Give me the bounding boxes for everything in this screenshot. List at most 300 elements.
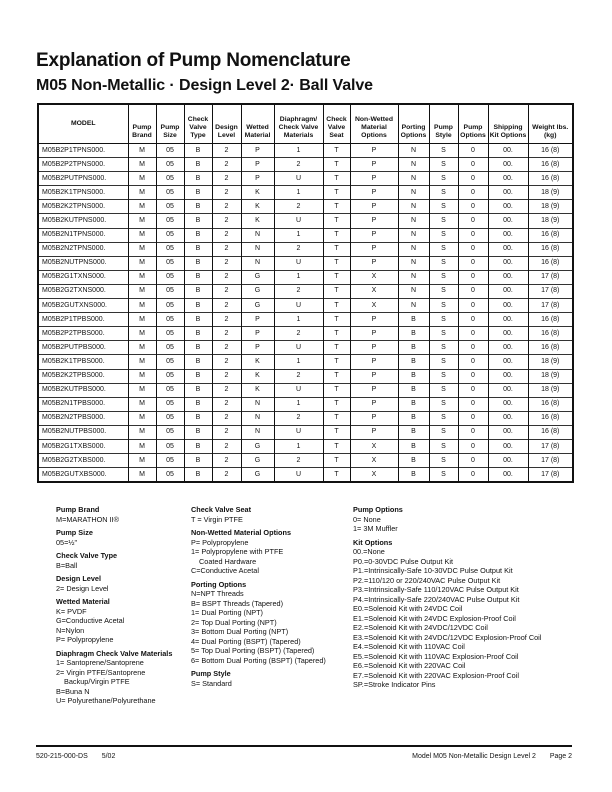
table-cell: M — [128, 369, 156, 383]
table-cell: 17 (8) — [528, 270, 573, 284]
table-cell: 05 — [156, 355, 184, 369]
table-cell: 2 — [212, 200, 241, 214]
column-header: Pump Brand — [128, 104, 156, 144]
table-cell: M — [128, 158, 156, 172]
legend-item: C=Conductive Acetal — [191, 566, 259, 575]
table-cell: U — [274, 425, 323, 439]
table-cell: G — [241, 454, 274, 468]
table-cell: G — [241, 299, 274, 313]
table-cell: 0 — [458, 439, 488, 453]
legend-item: P4.=Intrinsically-Safe 220/240VAC Pulse Output Kit — [353, 594, 520, 604]
table-cell: 0 — [458, 341, 488, 355]
column-header: Non-Wetted Material Options — [350, 104, 398, 144]
table-cell: N — [398, 284, 429, 298]
legend-item: E2.=Solenoid Kit with 24VDC/12VDC Coil — [353, 623, 488, 632]
table-cell: T — [323, 425, 350, 439]
table-cell: 18 (9) — [528, 186, 573, 200]
table-cell: 17 (8) — [528, 299, 573, 313]
table-cell: 00. — [488, 341, 528, 355]
table-cell: T — [323, 411, 350, 425]
table-cell: T — [323, 341, 350, 355]
legend-item: E3.=Solenoid Kit with 24VDC/12VDC Explosion-Proof Coil — [353, 632, 542, 642]
table-cell: T — [323, 299, 350, 313]
table-cell: M — [128, 383, 156, 397]
legend-heading: Design Level — [56, 574, 102, 583]
table-cell: P — [350, 214, 398, 228]
legend-item: Backup/Virgin PTFE — [64, 677, 130, 686]
table-row — [38, 186, 573, 200]
legend-column-2 — [191, 505, 351, 688]
table-cell: 00. — [488, 439, 528, 453]
model-cell: M05B2NUTPBS000. — [38, 425, 128, 439]
legend-heading: Porting Options — [191, 579, 247, 589]
table-cell: P — [241, 313, 274, 327]
legend-item: B=Buna N — [56, 686, 90, 696]
table-cell: 05 — [156, 439, 184, 453]
table-cell: 00. — [488, 383, 528, 397]
table-cell: U — [274, 214, 323, 228]
table-row — [38, 270, 573, 284]
table-cell: X — [350, 454, 398, 468]
table-row — [38, 468, 573, 483]
table-cell: S — [429, 270, 458, 284]
table-cell: B — [184, 369, 212, 383]
table-cell: 18 (9) — [528, 214, 573, 228]
table-cell: N — [398, 242, 429, 256]
table-cell: 2 — [212, 425, 241, 439]
table-cell: P — [350, 341, 398, 355]
table-cell: B — [398, 341, 429, 355]
column-header: Check Valve Type — [184, 104, 212, 144]
legend-heading: Pump Style — [191, 669, 231, 678]
table-cell: M — [128, 454, 156, 468]
legend-item: E5.=Solenoid Kit with 110VAC Explosion-Proof Coil — [353, 651, 519, 661]
table-cell: 0 — [458, 313, 488, 327]
table-cell: S — [429, 242, 458, 256]
table-cell: M — [128, 200, 156, 214]
table-cell: 2 — [212, 158, 241, 172]
table-cell: M — [128, 256, 156, 270]
table-cell: 2 — [212, 355, 241, 369]
legend-item: P3.=Intrinsically-Safe 110/120VAC Pulse Output Kit — [353, 585, 519, 594]
table-cell: S — [429, 425, 458, 439]
model-cell: M05B2PUTPNS000. — [38, 172, 128, 186]
table-cell: S — [429, 397, 458, 411]
table-cell: P — [350, 228, 398, 242]
table-cell: 00. — [488, 172, 528, 186]
table-cell: B — [398, 383, 429, 397]
table-cell: T — [323, 284, 350, 298]
model-cell: M05B2G2TXBS000. — [38, 454, 128, 468]
table-cell: B — [398, 454, 429, 468]
table-cell: 0 — [458, 454, 488, 468]
table-cell: B — [184, 256, 212, 270]
table-cell: S — [429, 369, 458, 383]
legend-item: K= PVDF — [56, 606, 87, 616]
table-cell: 0 — [458, 383, 488, 397]
table-cell: T — [323, 200, 350, 214]
column-header: Diaphragm/ Check Valve Materials — [274, 104, 323, 144]
table-cell: N — [398, 214, 429, 228]
table-cell: B — [184, 172, 212, 186]
table-cell: S — [429, 313, 458, 327]
table-cell: 05 — [156, 284, 184, 298]
table-cell: 0 — [458, 284, 488, 298]
model-cell: M05B2P1TPBS000. — [38, 313, 128, 327]
table-cell: 2 — [212, 327, 241, 341]
table-cell: X — [350, 439, 398, 453]
table-cell: 00. — [488, 313, 528, 327]
table-cell: P — [350, 256, 398, 270]
table-cell: M — [128, 313, 156, 327]
model-cell: M05B2N1TPNS000. — [38, 228, 128, 242]
table-cell: 2 — [274, 158, 323, 172]
table-cell: 05 — [156, 228, 184, 242]
column-header: Check Valve Seat — [323, 104, 350, 144]
table-cell: G — [241, 284, 274, 298]
table-cell: N — [398, 256, 429, 270]
legend-item: 3= Bottom Dual Porting (NPT) — [191, 627, 289, 636]
table-cell: S — [429, 454, 458, 468]
table-cell: 2 — [212, 369, 241, 383]
table-cell: 17 (8) — [528, 468, 573, 483]
table-cell: 05 — [156, 158, 184, 172]
table-cell: P — [350, 411, 398, 425]
table-cell: P — [350, 425, 398, 439]
table-cell: B — [184, 341, 212, 355]
column-header: Wetted Material — [241, 104, 274, 144]
legend-item: U= Polyurethane/Polyurethane — [56, 696, 156, 705]
table-cell: 2 — [274, 242, 323, 256]
table-cell: X — [350, 468, 398, 483]
table-cell: S — [429, 228, 458, 242]
table-cell: K — [241, 186, 274, 200]
table-row — [38, 439, 573, 453]
legend-item: E7.=Solenoid Kit with 220VAC Explosion-Proof Coil — [353, 670, 519, 680]
legend-item: 1= Dual Porting (NPT) — [191, 608, 263, 617]
table-cell: 2 — [212, 144, 241, 158]
table-cell: K — [241, 369, 274, 383]
table-cell: M — [128, 355, 156, 369]
table-cell: U — [274, 383, 323, 397]
table-cell: U — [274, 341, 323, 355]
table-cell: M — [128, 397, 156, 411]
nomenclature-table — [37, 103, 574, 483]
table-cell: N — [241, 228, 274, 242]
doc-number: 520-215-000-DS — [36, 753, 88, 760]
table-cell: P — [241, 158, 274, 172]
table-row — [38, 411, 573, 425]
table-cell: 05 — [156, 242, 184, 256]
column-header: Pump Size — [156, 104, 184, 144]
table-cell: 16 (8) — [528, 172, 573, 186]
table-row — [38, 313, 573, 327]
table-cell: 2 — [212, 313, 241, 327]
model-cell: M05B2N2TPNS000. — [38, 242, 128, 256]
model-cell: M05B2P2TPBS000. — [38, 327, 128, 341]
table-cell: P — [350, 313, 398, 327]
table-cell: 00. — [488, 355, 528, 369]
model-cell: M05B2P1TPNS000. — [38, 144, 128, 158]
table-cell: S — [429, 341, 458, 355]
table-cell: 00. — [488, 284, 528, 298]
table-cell: N — [398, 299, 429, 313]
legend-heading: Pump Brand — [56, 505, 100, 514]
legend-item: S= Standard — [191, 678, 232, 688]
legend-item: B=Ball — [56, 560, 78, 570]
column-header: Weight lbs. (kg) — [528, 104, 573, 144]
table-cell: B — [398, 439, 429, 453]
table-cell: U — [274, 256, 323, 270]
table-cell: B — [398, 313, 429, 327]
table-cell: T — [323, 468, 350, 483]
legend-item: M=MARATHON II® — [56, 514, 120, 524]
column-header: MODEL — [38, 104, 128, 144]
table-cell: B — [184, 383, 212, 397]
legend-item: E1.=Solenoid Kit with 24VDC Explosion-Proof Coil — [353, 613, 516, 623]
table-cell: B — [398, 327, 429, 341]
table-cell: S — [429, 200, 458, 214]
table-cell: 00. — [488, 214, 528, 228]
table-cell: 0 — [458, 369, 488, 383]
legend-item: P1.=Intrinsically-Safe 10-30VDC Pulse Output Kit — [353, 566, 513, 575]
footer-left — [36, 753, 127, 760]
table-row — [38, 242, 573, 256]
table-cell: U — [274, 468, 323, 483]
table-cell: K — [241, 383, 274, 397]
table-cell: 2 — [212, 242, 241, 256]
table-cell: B — [184, 284, 212, 298]
table-cell: 05 — [156, 383, 184, 397]
legend-item: T = Virgin PTFE — [191, 514, 243, 524]
table-cell: S — [429, 144, 458, 158]
table-cell: 2 — [212, 468, 241, 483]
table-cell: 18 (9) — [528, 369, 573, 383]
table-cell: 16 (8) — [528, 313, 573, 327]
table-cell: 00. — [488, 299, 528, 313]
table-cell: S — [429, 439, 458, 453]
table-cell: M — [128, 411, 156, 425]
table-cell: N — [398, 144, 429, 158]
table-cell: X — [350, 284, 398, 298]
table-cell: P — [350, 397, 398, 411]
legend-heading: Pump Options — [353, 505, 403, 514]
column-header: Shipping Kit Options — [488, 104, 528, 144]
table-cell: N — [241, 425, 274, 439]
table-cell: S — [429, 468, 458, 483]
table-cell: 18 (9) — [528, 200, 573, 214]
table-row — [38, 327, 573, 341]
table-cell: 2 — [212, 411, 241, 425]
table-cell: 0 — [458, 299, 488, 313]
table-cell: 00. — [488, 144, 528, 158]
table-cell: N — [398, 270, 429, 284]
table-cell: 0 — [458, 200, 488, 214]
table-cell: 17 (8) — [528, 284, 573, 298]
table-cell: N — [241, 242, 274, 256]
table-cell: 05 — [156, 256, 184, 270]
model-cell: M05B2KUTPNS000. — [38, 214, 128, 228]
legend-item: 4= Dual Porting (BSPT) (Tapered) — [191, 636, 301, 646]
table-cell: 00. — [488, 369, 528, 383]
table-cell: 2 — [274, 327, 323, 341]
table-cell: 17 (8) — [528, 454, 573, 468]
table-row — [38, 355, 573, 369]
table-cell: B — [184, 144, 212, 158]
table-row — [38, 172, 573, 186]
table-cell: P — [350, 369, 398, 383]
table-cell: 2 — [212, 256, 241, 270]
table-cell: N — [398, 158, 429, 172]
table-cell: 2 — [212, 299, 241, 313]
table-row — [38, 144, 573, 158]
table-cell: M — [128, 242, 156, 256]
table-cell: S — [429, 327, 458, 341]
table-cell: M — [128, 172, 156, 186]
table-cell: B — [184, 270, 212, 284]
table-cell: 05 — [156, 270, 184, 284]
table-cell: T — [323, 214, 350, 228]
table-row — [38, 299, 573, 313]
table-cell: B — [398, 425, 429, 439]
table-cell: 05 — [156, 299, 184, 313]
legend-item: 2= Design Level — [56, 583, 109, 593]
table-cell: 2 — [274, 454, 323, 468]
table-cell: 2 — [212, 214, 241, 228]
table-cell: 0 — [458, 355, 488, 369]
table-cell: B — [184, 242, 212, 256]
table-cell: N — [398, 228, 429, 242]
table-cell: B — [398, 411, 429, 425]
table-cell: M — [128, 439, 156, 453]
table-cell: 16 (8) — [528, 228, 573, 242]
table-cell: 00. — [488, 425, 528, 439]
table-cell: S — [429, 214, 458, 228]
table-cell: K — [241, 200, 274, 214]
model-cell: M05B2GUTXNS000. — [38, 299, 128, 313]
model-cell: M05B2GUTXBS000. — [38, 468, 128, 483]
table-cell: 00. — [488, 270, 528, 284]
table-cell: G — [241, 439, 274, 453]
table-cell: 05 — [156, 313, 184, 327]
table-cell: G — [241, 468, 274, 483]
table-cell: P — [350, 383, 398, 397]
table-cell: P — [241, 172, 274, 186]
table-cell: T — [323, 454, 350, 468]
table-cell: K — [241, 355, 274, 369]
table-cell: 05 — [156, 369, 184, 383]
table-cell: S — [429, 172, 458, 186]
legend-item: SP.=Stroke Indicator Pins — [353, 680, 436, 689]
table-cell: 05 — [156, 397, 184, 411]
table-cell: 2 — [212, 341, 241, 355]
table-cell: 16 (8) — [528, 397, 573, 411]
table-cell: T — [323, 313, 350, 327]
model-cell: M05B2K1TPNS000. — [38, 186, 128, 200]
table-cell: 2 — [212, 439, 241, 453]
table-cell: 00. — [488, 200, 528, 214]
table-cell: M — [128, 228, 156, 242]
table-cell: 0 — [458, 468, 488, 483]
table-cell: B — [184, 214, 212, 228]
table-cell: 1 — [274, 144, 323, 158]
table-cell: M — [128, 186, 156, 200]
legend-item: 5= Top Dual Porting (BSPT) (Tapered) — [191, 646, 315, 655]
legend-item: P0.=0-30VDC Pulse Output Kit — [353, 556, 453, 566]
table-cell: P — [241, 144, 274, 158]
table-row — [38, 200, 573, 214]
table-row — [38, 214, 573, 228]
table-cell: 05 — [156, 411, 184, 425]
table-cell: B — [184, 454, 212, 468]
table-cell: S — [429, 284, 458, 298]
model-cell: M05B2G1TXBS000. — [38, 439, 128, 453]
table-cell: 00. — [488, 228, 528, 242]
legend-item: 1= 3M Muffler — [353, 524, 398, 533]
legend-heading: Diaphragm Check Valve Materials — [56, 648, 173, 658]
table-cell: N — [241, 397, 274, 411]
table-cell: 0 — [458, 270, 488, 284]
table-cell: 16 (8) — [528, 144, 573, 158]
table-cell: 00. — [488, 454, 528, 468]
table-cell: N — [241, 256, 274, 270]
table-cell: 1 — [274, 228, 323, 242]
table-cell: M — [128, 299, 156, 313]
table-cell: B — [184, 397, 212, 411]
table-cell: P — [350, 200, 398, 214]
legend-column-3 — [353, 505, 573, 690]
table-cell: T — [323, 355, 350, 369]
table-cell: B — [184, 228, 212, 242]
legend-item: 6= Bottom Dual Porting (BSPT) (Tapered) — [191, 655, 326, 665]
legend-item: E6.=Solenoid Kit with 220VAC Coil — [353, 661, 466, 670]
table-cell: B — [184, 411, 212, 425]
table-cell: 1 — [274, 355, 323, 369]
model-cell: M05B2NUTPNS000. — [38, 256, 128, 270]
table-cell: N — [398, 172, 429, 186]
model-cell: M05B2P2TPNS000. — [38, 158, 128, 172]
table-cell: B — [398, 369, 429, 383]
legend-heading: Check Valve Type — [56, 551, 118, 560]
table-cell: P — [350, 242, 398, 256]
table-cell: 05 — [156, 341, 184, 355]
table-cell: M — [128, 341, 156, 355]
table-cell: 0 — [458, 214, 488, 228]
table-cell: T — [323, 256, 350, 270]
legend-item: N=Nylon — [56, 625, 85, 635]
table-cell: P — [350, 158, 398, 172]
table-cell: B — [184, 313, 212, 327]
legend-item: 00.=None — [353, 547, 385, 556]
legend-item: 2= Top Dual Porting (NPT) — [191, 617, 277, 627]
table-cell: 0 — [458, 425, 488, 439]
table-cell: T — [323, 242, 350, 256]
model-cell: M05B2K2TPBS000. — [38, 369, 128, 383]
table-cell: M — [128, 214, 156, 228]
table-row — [38, 425, 573, 439]
table-cell: S — [429, 158, 458, 172]
table-cell: 18 (9) — [528, 383, 573, 397]
table-cell: S — [429, 355, 458, 369]
legend-heading: Kit Options — [353, 537, 393, 547]
table-row — [38, 256, 573, 270]
column-header: Pump Options — [458, 104, 488, 144]
table-cell: P — [350, 144, 398, 158]
table-cell: 16 (8) — [528, 256, 573, 270]
table-cell: B — [184, 425, 212, 439]
table-cell: G — [241, 270, 274, 284]
table-cell: 05 — [156, 186, 184, 200]
